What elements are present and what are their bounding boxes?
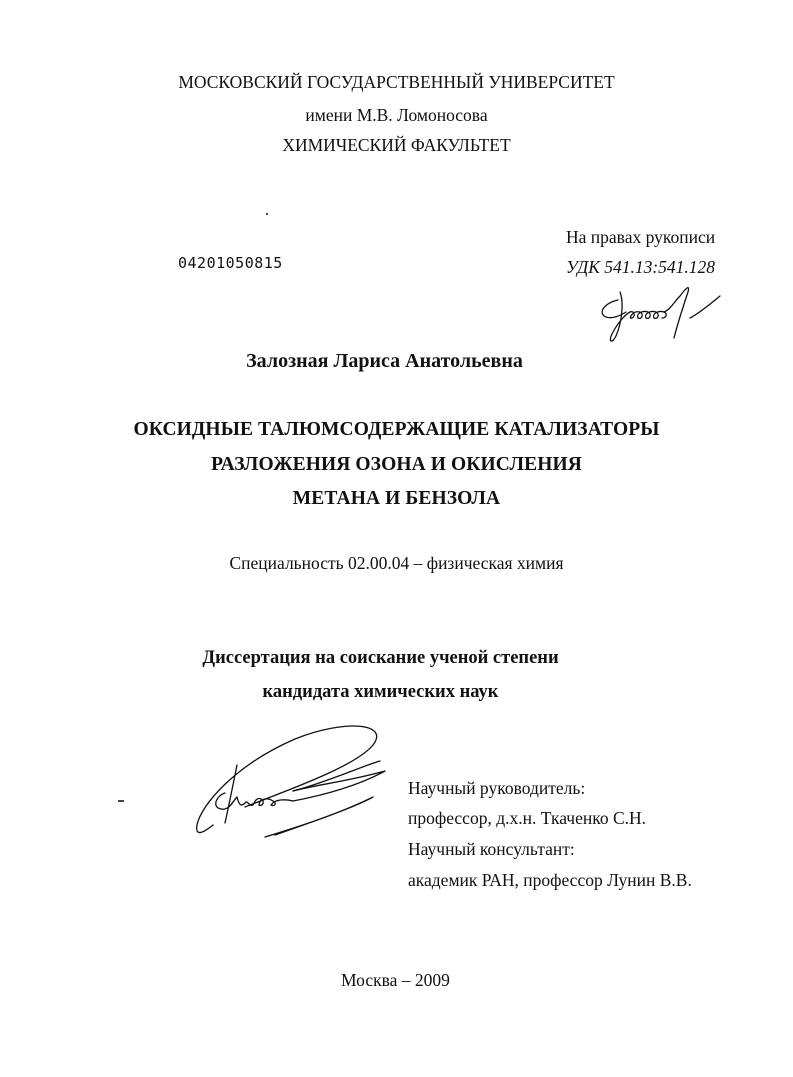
supervisor-name: профессор, д.х.н. Ткаченко С.Н. <box>408 808 647 828</box>
faculty-name: ХИМИЧЕСКИЙ ФАКУЛЬТЕТ <box>282 135 511 155</box>
scan-speck <box>118 800 124 802</box>
catalog-number: 04201050815 <box>178 254 283 272</box>
scan-speck <box>266 213 268 215</box>
consultant-name: академик РАН, профессор Лунин В.В. <box>408 870 692 890</box>
supervisor-label: Научный руководитель: <box>408 778 586 798</box>
signature-icon <box>175 725 405 850</box>
degree-line-1: Диссертация на соискание ученой степени <box>202 648 559 668</box>
specialty: Специальность 02.00.04 – физическая химия <box>229 553 564 573</box>
dissertation-title-line-3: МЕТАНА И БЕНЗОЛА <box>292 488 501 509</box>
university-name: МОСКОВСКИЙ ГОСУДАРСТВЕННЫЙ УНИВЕРСИТЕТ <box>178 72 615 92</box>
signature-icon <box>590 282 740 352</box>
place-year: Москва – 2009 <box>341 970 450 990</box>
dissertation-title-line-2: РАЗЛОЖЕНИЯ ОЗОНА И ОКИСЛЕНИЯ <box>211 454 582 475</box>
rights-label: На правах рукописи <box>566 227 716 247</box>
author-name: Залозная Лариса Анатольевна <box>246 350 523 372</box>
university-named-after: имени М.В. Ломоносова <box>305 105 488 125</box>
degree-line-2: кандидата химических наук <box>262 682 499 702</box>
udk-code: УДК 541.13:541.128 <box>566 257 716 277</box>
consultant-label: Научный консультант: <box>408 839 575 859</box>
dissertation-title-line-1: ОКСИДНЫЕ ТАЛЮМСОДЕРЖАЩИЕ КАТАЛИЗАТОРЫ <box>133 419 660 440</box>
